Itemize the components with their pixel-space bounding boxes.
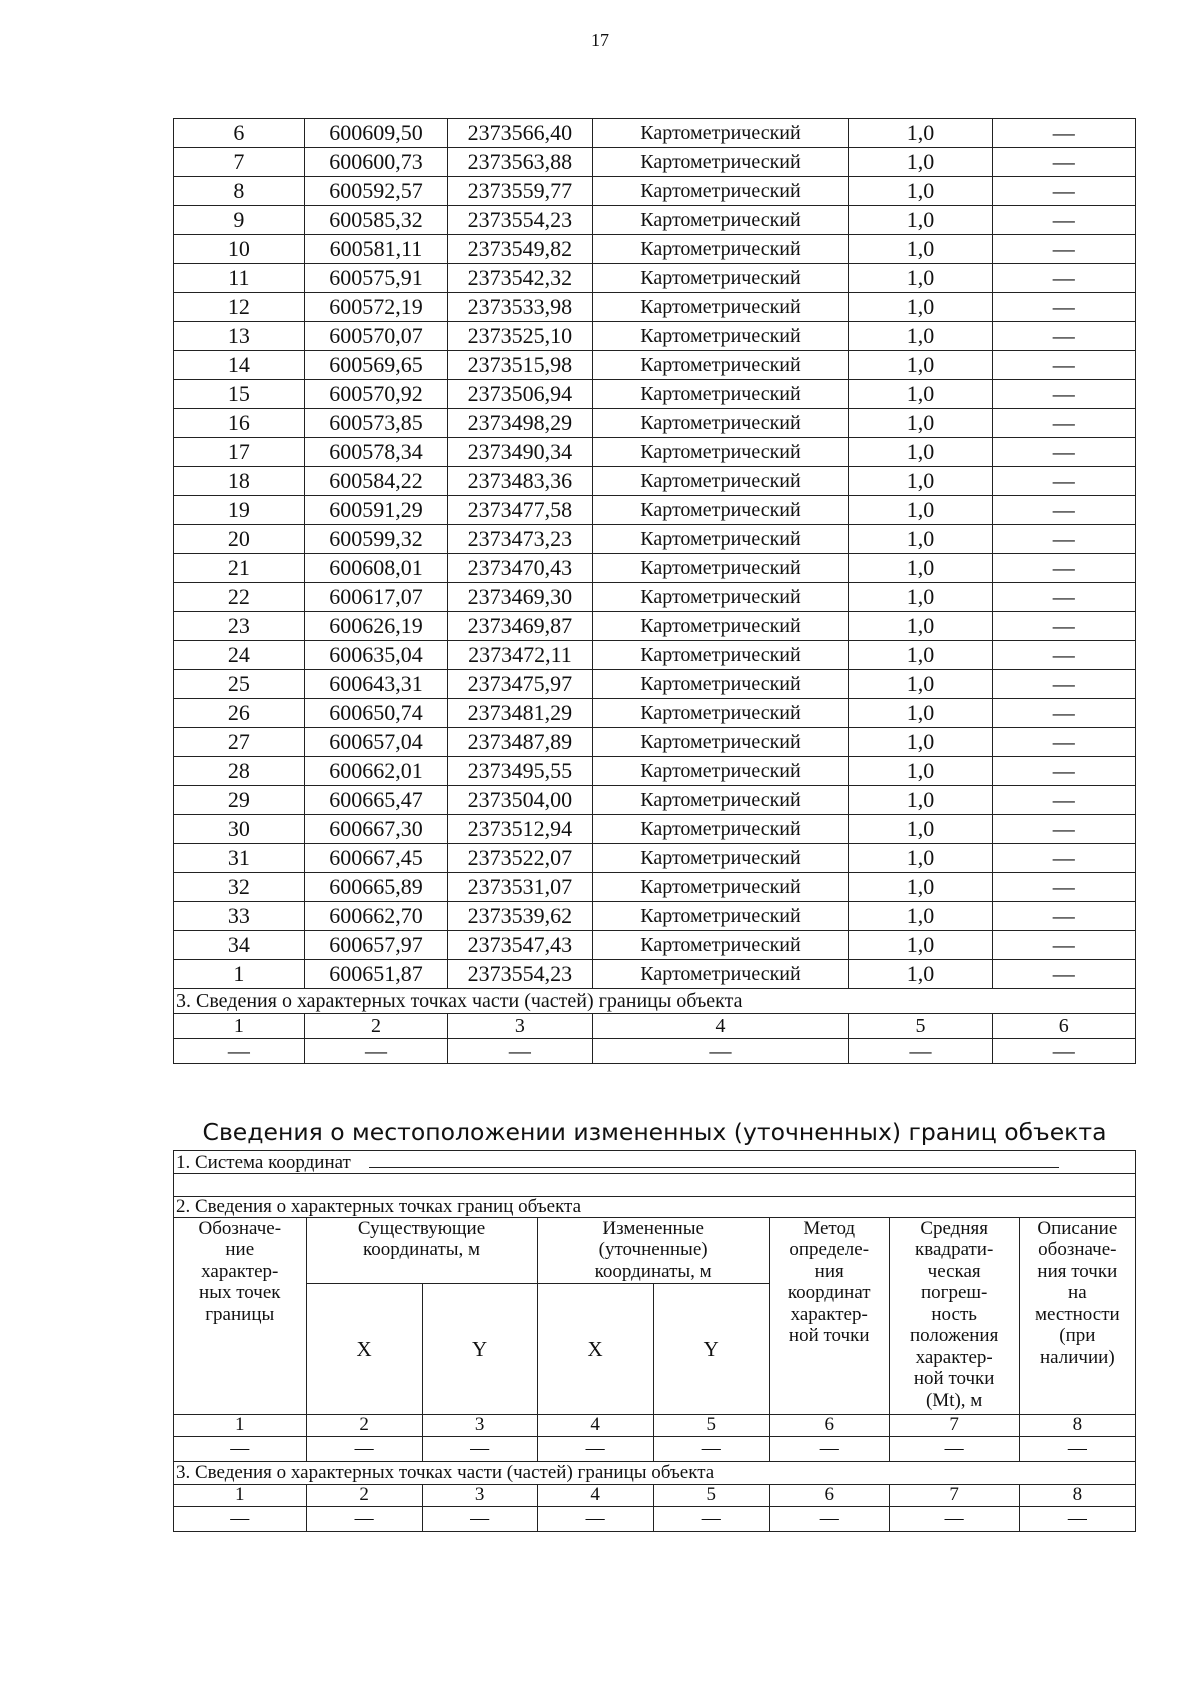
cell-method: Картометрический — [592, 931, 849, 960]
cell-error: 1,0 — [849, 554, 992, 583]
column-number-cell: 7 — [889, 1414, 1019, 1436]
changed-boundaries-table — [173, 1150, 1136, 1532]
section3-number-cell: 1 — [174, 1484, 307, 1506]
section3-header-cell: 5 — [849, 1014, 992, 1039]
cell-x: 600569,65 — [304, 351, 447, 380]
page-number: 17 — [591, 30, 609, 50]
section3-value-cell: — — [1019, 1506, 1135, 1531]
cell-error: 1,0 — [849, 931, 992, 960]
table-row — [174, 119, 1136, 148]
section3-title: 3. Сведения о характерных точках части (частей) границы объекта — [174, 989, 1136, 1014]
cell-x: 600592,57 — [304, 177, 447, 206]
cell-y: 2373522,07 — [448, 844, 593, 873]
cell-method: Картометрический — [592, 496, 849, 525]
cell-y: 2373477,58 — [448, 496, 593, 525]
cell-num: 16 — [174, 409, 305, 438]
cell-method: Картометрический — [592, 699, 849, 728]
cell-y: 2373533,98 — [448, 293, 593, 322]
section3-value-cell: — — [769, 1506, 889, 1531]
cell-method: Картометрический — [592, 612, 849, 641]
cell-error: 1,0 — [849, 177, 992, 206]
cell-desc: — — [992, 438, 1135, 467]
cell-error: 1,0 — [849, 844, 992, 873]
section2-title: 2. Сведения о характерных точках границ объекта — [174, 1197, 1136, 1218]
cell-method: Картометрический — [592, 148, 849, 177]
section3-value-cell: — — [174, 1039, 305, 1064]
table-row — [174, 960, 1136, 989]
cell-desc: — — [992, 728, 1135, 757]
cell-y: 2373504,00 — [448, 786, 593, 815]
section3-value-cell: — — [653, 1506, 769, 1531]
cell-num: 12 — [174, 293, 305, 322]
section3-value-cell: — — [174, 1506, 307, 1531]
cell-y: 2373495,55 — [448, 757, 593, 786]
header-existing-coords: Существующие координаты, м — [306, 1217, 537, 1283]
cell-x: 600665,47 — [304, 786, 447, 815]
cell-y: 2373490,34 — [448, 438, 593, 467]
cell-desc: — — [992, 641, 1135, 670]
cell-num: 28 — [174, 757, 305, 786]
section3-number-cell: 6 — [769, 1484, 889, 1506]
cell-error: 1,0 — [849, 757, 992, 786]
cell-method: Картометрический — [592, 554, 849, 583]
boundary-points-body — [174, 119, 1136, 1064]
value-cell: — — [653, 1436, 769, 1461]
header-existing-x: X — [306, 1283, 422, 1414]
cell-method: Картометрический — [592, 815, 849, 844]
cell-y: 2373469,87 — [448, 612, 593, 641]
section3-header-cell: 4 — [592, 1014, 849, 1039]
table-row — [174, 815, 1136, 844]
cell-x: 600581,11 — [304, 235, 447, 264]
column-number-cell: 1 — [174, 1414, 307, 1436]
table-row — [174, 409, 1136, 438]
table-row — [174, 177, 1136, 206]
table-row — [174, 554, 1136, 583]
cell-x: 600609,50 — [304, 119, 447, 148]
cell-y: 2373475,97 — [448, 670, 593, 699]
table-row — [174, 206, 1136, 235]
cell-desc: — — [992, 409, 1135, 438]
cell-method: Картометрический — [592, 525, 849, 554]
section3-number-cell: 8 — [1019, 1484, 1135, 1506]
cell-num: 15 — [174, 380, 305, 409]
cell-y: 2373531,07 — [448, 873, 593, 902]
cell-num: 32 — [174, 873, 305, 902]
cell-desc: — — [992, 902, 1135, 931]
header-description: Описание обозначе- ния точки на местности (при наличии) — [1019, 1217, 1135, 1414]
cell-method: Картометрический — [592, 873, 849, 902]
cell-method: Картометрический — [592, 438, 849, 467]
cell-error: 1,0 — [849, 380, 992, 409]
cell-num: 11 — [174, 264, 305, 293]
value-cell: — — [422, 1436, 537, 1461]
cell-desc: — — [992, 235, 1135, 264]
value-cell: — — [769, 1436, 889, 1461]
section3-value-cell: — — [592, 1039, 849, 1064]
cell-error: 1,0 — [849, 235, 992, 264]
cell-y: 2373469,30 — [448, 583, 593, 612]
cell-method: Картометрический — [592, 757, 849, 786]
table-row — [174, 467, 1136, 496]
value-cell: — — [174, 1436, 307, 1461]
cell-x: 600584,22 — [304, 467, 447, 496]
table-row — [174, 786, 1136, 815]
table-row — [174, 757, 1136, 786]
cell-desc: — — [992, 815, 1135, 844]
column-numbering-row — [174, 1414, 1136, 1436]
cell-desc: — — [992, 612, 1135, 641]
cell-x: 600585,32 — [304, 206, 447, 235]
cell-y: 2373563,88 — [448, 148, 593, 177]
cell-desc: — — [992, 293, 1135, 322]
cell-desc: — — [992, 322, 1135, 351]
table-row — [174, 844, 1136, 873]
cell-x: 600657,04 — [304, 728, 447, 757]
cell-y: 2373542,32 — [448, 264, 593, 293]
cell-y: 2373547,43 — [448, 931, 593, 960]
section3-header-cell: 6 — [992, 1014, 1135, 1039]
cell-method: Картометрический — [592, 641, 849, 670]
empty-values-row — [174, 1436, 1136, 1461]
table-row — [174, 235, 1136, 264]
cell-error: 1,0 — [849, 728, 992, 757]
cell-error: 1,0 — [849, 467, 992, 496]
cell-num: 9 — [174, 206, 305, 235]
cell-error: 1,0 — [849, 670, 992, 699]
section-heading: Сведения о местоположении измененных (уточненных) границ объекта — [202, 1118, 1107, 1146]
cell-desc: — — [992, 351, 1135, 380]
table-row — [174, 351, 1136, 380]
cell-x: 600667,30 — [304, 815, 447, 844]
table-row — [174, 902, 1136, 931]
cell-num: 19 — [174, 496, 305, 525]
cell-error: 1,0 — [849, 322, 992, 351]
cell-error: 1,0 — [849, 496, 992, 525]
cell-num: 27 — [174, 728, 305, 757]
boundary-points-table — [173, 118, 1136, 1064]
cell-desc: — — [992, 786, 1135, 815]
header-changed-y: Y — [653, 1283, 769, 1414]
section3-title: 3. Сведения о характерных точках части (частей) границы объекта — [174, 1461, 1136, 1484]
cell-num: 33 — [174, 902, 305, 931]
cell-y: 2373473,23 — [448, 525, 593, 554]
coord-system-fill-line — [369, 1151, 1059, 1168]
table-row — [174, 728, 1136, 757]
cell-y: 2373498,29 — [448, 409, 593, 438]
cell-y: 2373512,94 — [448, 815, 593, 844]
cell-y: 2373470,43 — [448, 554, 593, 583]
cell-error: 1,0 — [849, 873, 992, 902]
cell-error: 1,0 — [849, 119, 992, 148]
header-method: Метод определе- ния координат характер- ной точки — [769, 1217, 889, 1414]
column-number-cell: 8 — [1019, 1414, 1135, 1436]
cell-num: 7 — [174, 148, 305, 177]
cell-y: 2373525,10 — [448, 322, 593, 351]
cell-desc: — — [992, 148, 1135, 177]
cell-desc: — — [992, 873, 1135, 902]
column-number-cell: 5 — [653, 1414, 769, 1436]
cell-x: 600650,74 — [304, 699, 447, 728]
cell-desc: — — [992, 583, 1135, 612]
cell-num: 26 — [174, 699, 305, 728]
cell-desc: — — [992, 177, 1135, 206]
cell-error: 1,0 — [849, 902, 992, 931]
section3-value-cell: — — [448, 1039, 593, 1064]
cell-method: Картометрический — [592, 960, 849, 989]
cell-x: 600665,89 — [304, 873, 447, 902]
section3-numbering-row — [174, 1484, 1136, 1506]
cell-error: 1,0 — [849, 815, 992, 844]
cell-desc: — — [992, 264, 1135, 293]
table-row — [174, 873, 1136, 902]
cell-desc: — — [992, 525, 1135, 554]
cell-num: 1 — [174, 960, 305, 989]
section3-header-cell: 2 — [304, 1014, 447, 1039]
cell-x: 600573,85 — [304, 409, 447, 438]
cell-num: 6 — [174, 119, 305, 148]
cell-num: 34 — [174, 931, 305, 960]
cell-y: 2373539,62 — [448, 902, 593, 931]
cell-error: 1,0 — [849, 409, 992, 438]
cell-y: 2373506,94 — [448, 380, 593, 409]
section3-value-cell: — — [304, 1039, 447, 1064]
table-row — [174, 380, 1136, 409]
cell-y: 2373554,23 — [448, 206, 593, 235]
table-row — [174, 148, 1136, 177]
section3-number-cell: 2 — [306, 1484, 422, 1506]
cell-method: Картометрический — [592, 177, 849, 206]
table-row — [174, 264, 1136, 293]
table-row — [174, 322, 1136, 351]
header-mean-error: Средняя квадрати- ческая погреш- ность положения характер- ной точки (Mt), м — [889, 1217, 1019, 1414]
header-changed-coords: Измененные (уточненные) координаты, м — [537, 1217, 769, 1283]
cell-num: 25 — [174, 670, 305, 699]
section3-title-row — [174, 989, 1136, 1014]
cell-desc: — — [992, 960, 1135, 989]
cell-y: 2373515,98 — [448, 351, 593, 380]
table-row — [174, 670, 1136, 699]
cell-error: 1,0 — [849, 583, 992, 612]
coord-system-row — [174, 1151, 1136, 1174]
column-number-cell: 2 — [306, 1414, 422, 1436]
cell-x: 600572,19 — [304, 293, 447, 322]
table-row — [174, 293, 1136, 322]
section3-header-cell: 3 — [448, 1014, 593, 1039]
cell-error: 1,0 — [849, 148, 992, 177]
value-cell: — — [889, 1436, 1019, 1461]
cell-method: Картометрический — [592, 902, 849, 931]
cell-method: Картометрический — [592, 409, 849, 438]
header-changed-x: X — [537, 1283, 653, 1414]
cell-error: 1,0 — [849, 351, 992, 380]
table-row — [174, 438, 1136, 467]
header-existing-y: Y — [422, 1283, 537, 1414]
cell-desc: — — [992, 119, 1135, 148]
cell-y: 2373549,82 — [448, 235, 593, 264]
cell-num: 30 — [174, 815, 305, 844]
cell-x: 600662,01 — [304, 757, 447, 786]
cell-error: 1,0 — [849, 960, 992, 989]
value-cell: — — [306, 1436, 422, 1461]
cell-method: Картометрический — [592, 206, 849, 235]
cell-method: Картометрический — [592, 264, 849, 293]
cell-desc: — — [992, 844, 1135, 873]
cell-error: 1,0 — [849, 525, 992, 554]
cell-x: 600626,19 — [304, 612, 447, 641]
cell-num: 29 — [174, 786, 305, 815]
column-number-cell: 3 — [422, 1414, 537, 1436]
section3-values-row — [174, 1506, 1136, 1531]
table-row — [174, 699, 1136, 728]
cell-error: 1,0 — [849, 786, 992, 815]
table-row — [174, 931, 1136, 960]
table-row — [174, 525, 1136, 554]
cell-y: 2373566,40 — [448, 119, 593, 148]
cell-x: 600578,34 — [304, 438, 447, 467]
cell-x: 600600,73 — [304, 148, 447, 177]
cell-x: 600667,45 — [304, 844, 447, 873]
cell-method: Картометрический — [592, 844, 849, 873]
cell-y: 2373481,29 — [448, 699, 593, 728]
cell-y: 2373554,23 — [448, 960, 593, 989]
spacer-row — [174, 1174, 1136, 1197]
cell-method: Картометрический — [592, 467, 849, 496]
column-number-cell: 4 — [537, 1414, 653, 1436]
column-number-cell: 6 — [769, 1414, 889, 1436]
cell-error: 1,0 — [849, 641, 992, 670]
cell-y: 2373559,77 — [448, 177, 593, 206]
cell-num: 20 — [174, 525, 305, 554]
cell-desc: — — [992, 467, 1135, 496]
cell-x: 600591,29 — [304, 496, 447, 525]
section3-values-row — [174, 1039, 1136, 1064]
cell-num: 18 — [174, 467, 305, 496]
cell-num: 24 — [174, 641, 305, 670]
cell-desc: — — [992, 699, 1135, 728]
cell-method: Картометрический — [592, 583, 849, 612]
cell-method: Картометрический — [592, 786, 849, 815]
section3-number-cell: 3 — [422, 1484, 537, 1506]
cell-num: 23 — [174, 612, 305, 641]
cell-error: 1,0 — [849, 612, 992, 641]
value-cell: — — [1019, 1436, 1135, 1461]
cell-error: 1,0 — [849, 264, 992, 293]
cell-desc: — — [992, 206, 1135, 235]
cell-num: 21 — [174, 554, 305, 583]
section3-number-cell: 5 — [653, 1484, 769, 1506]
cell-method: Картометрический — [592, 119, 849, 148]
cell-x: 600570,07 — [304, 322, 447, 351]
section3-header-cell: 1 — [174, 1014, 305, 1039]
cell-x: 600657,97 — [304, 931, 447, 960]
table-row — [174, 496, 1136, 525]
cell-x: 600662,70 — [304, 902, 447, 931]
cell-desc: — — [992, 931, 1135, 960]
cell-num: 13 — [174, 322, 305, 351]
cell-desc: — — [992, 670, 1135, 699]
cell-method: Картометрический — [592, 670, 849, 699]
cell-x: 600635,04 — [304, 641, 447, 670]
cell-num: 10 — [174, 235, 305, 264]
cell-num: 14 — [174, 351, 305, 380]
cell-num: 31 — [174, 844, 305, 873]
cell-method: Картометрический — [592, 351, 849, 380]
cell-method: Картометрический — [592, 293, 849, 322]
cell-num: 8 — [174, 177, 305, 206]
section3-value-cell: — — [306, 1506, 422, 1531]
section3-value-cell: — — [537, 1506, 653, 1531]
cell-y: 2373487,89 — [448, 728, 593, 757]
cell-y: 2373472,11 — [448, 641, 593, 670]
section3-number-cell: 4 — [537, 1484, 653, 1506]
cell-x: 600575,91 — [304, 264, 447, 293]
table-row — [174, 583, 1136, 612]
section3-value-cell: — — [849, 1039, 992, 1064]
section3-value-cell: — — [422, 1506, 537, 1531]
section3-number-cell: 7 — [889, 1484, 1019, 1506]
header-point-designation: Обозначе- ние характер- ных точек границы — [174, 1217, 307, 1414]
table-row — [174, 641, 1136, 670]
cell-error: 1,0 — [849, 206, 992, 235]
cell-x: 600643,31 — [304, 670, 447, 699]
cell-method: Картометрический — [592, 322, 849, 351]
cell-num: 22 — [174, 583, 305, 612]
cell-error: 1,0 — [849, 699, 992, 728]
cell-x: 600651,87 — [304, 960, 447, 989]
cell-desc: — — [992, 554, 1135, 583]
cell-desc: — — [992, 496, 1135, 525]
section3-header-row — [174, 1014, 1136, 1039]
cell-y: 2373483,36 — [448, 467, 593, 496]
cell-desc: — — [992, 380, 1135, 409]
cell-desc: — — [992, 757, 1135, 786]
cell-x: 600617,07 — [304, 583, 447, 612]
cell-method: Картометрический — [592, 728, 849, 757]
value-cell: — — [537, 1436, 653, 1461]
cell-x: 600570,92 — [304, 380, 447, 409]
cell-method: Картометрический — [592, 235, 849, 264]
section3-value-cell: — — [889, 1506, 1019, 1531]
cell-num: 17 — [174, 438, 305, 467]
cell-error: 1,0 — [849, 293, 992, 322]
cell-x: 600608,01 — [304, 554, 447, 583]
cell-method: Картометрический — [592, 380, 849, 409]
cell-x: 600599,32 — [304, 525, 447, 554]
cell-error: 1,0 — [849, 438, 992, 467]
coord-system-label: 1. Система координат — [176, 1152, 351, 1174]
section3-value-cell: — — [992, 1039, 1135, 1064]
table-row — [174, 612, 1136, 641]
